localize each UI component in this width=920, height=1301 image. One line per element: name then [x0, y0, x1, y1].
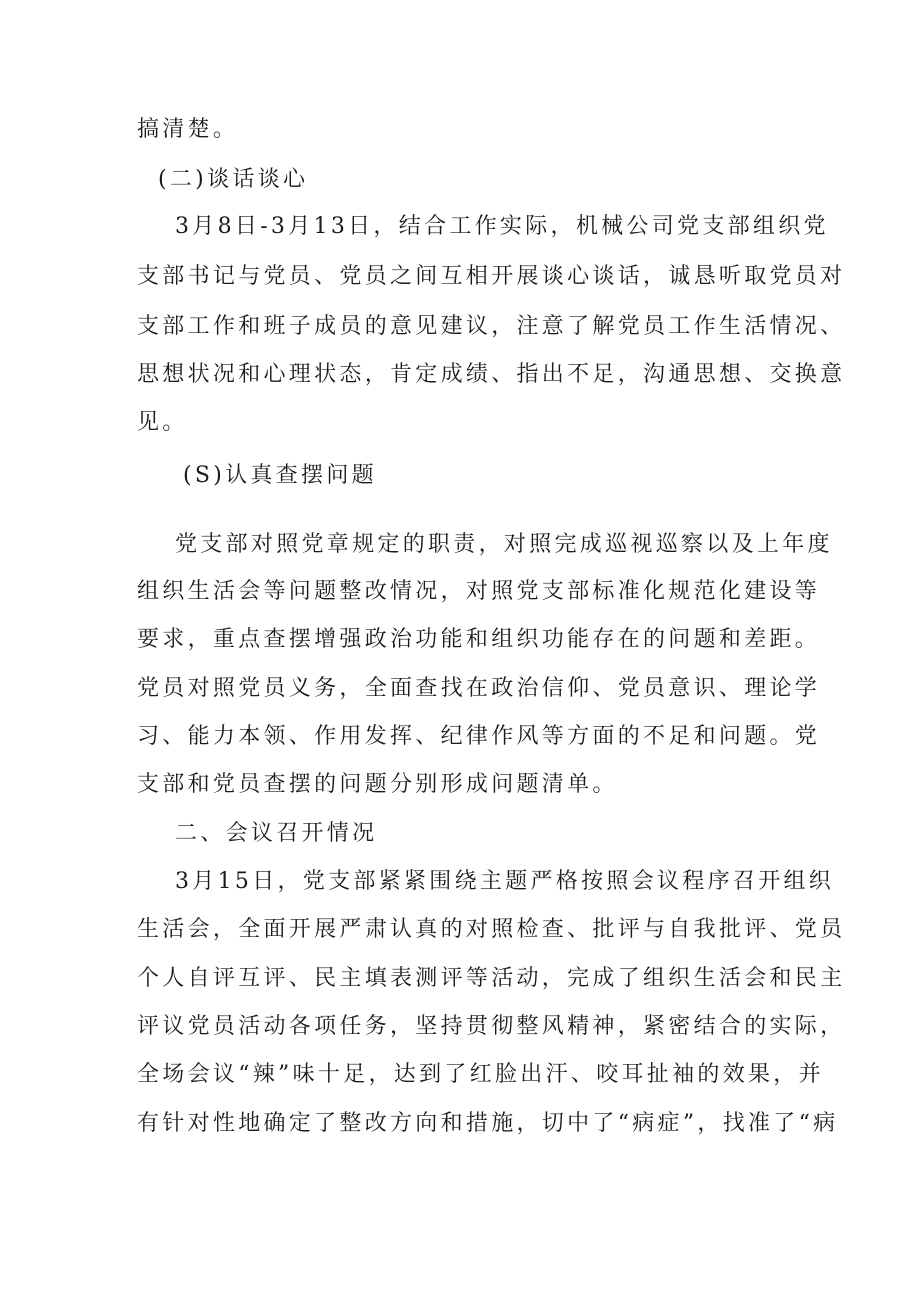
text-line: 生活会，全面开展严肃认真的对照检查、批评与自我批评、党员 [137, 917, 846, 942]
text-line: 支部工作和班子成员的意见建议，注意了解党员工作生活情况、 [137, 314, 846, 339]
text-line: 有针对性地确定了整改方向和措施，切中了“病症”，找准了“病 [137, 1111, 839, 1136]
text-line: 全场会议“辣”味十足，达到了红脸出汗、咬耳扯袖的效果，并 [137, 1062, 824, 1087]
section-heading: 二、会议召开情况 [175, 821, 378, 846]
text-line: 要求，重点查摆增强政治功能和组织功能存在的问题和差距。 [137, 627, 821, 652]
text-line: 搞清楚。 [137, 117, 239, 142]
text-line: 见。 [137, 410, 188, 435]
text-line: 个人自评互评、民主填表测评等活动，完成了组织生活会和民主 [137, 966, 846, 991]
text-line: 3月8日-3月13日，结合工作实际，机械公司党支部组织党 [175, 214, 829, 239]
section-heading: (二)谈话谈心 [158, 167, 309, 192]
text-line: 习、能力本领、作用发挥、纪律作风等方面的不足和问题。党 [137, 724, 821, 749]
text-line: 党员对照党员义务，全面查找在政治信仰、党员意识、理论学 [137, 676, 821, 701]
text-line: 支部书记与党员、党员之间互相开展谈心谈话，诚恳听取党员对 [137, 264, 846, 289]
text-line: 3月15日，党支部紧紧围绕主题严格按照会议程序召开组织 [175, 869, 835, 894]
section-heading: (S)认真查摆问题 [183, 463, 377, 488]
text-line: 党支部对照党章规定的职责，对照完成巡视巡察以及上年度 [175, 532, 833, 557]
text-line: 组织生活会等问题整改情况，对照党支部标准化规范化建设等 [137, 579, 821, 604]
text-line: 思想状况和心理状态，肯定成绩、指出不足，沟通思想、交换意 [137, 362, 846, 387]
text-line: 支部和党员查摆的问题分别形成问题清单。 [137, 772, 618, 797]
text-line: 评议党员活动各项任务，坚持贯彻整风精神，紧密结合的实际， [137, 1014, 846, 1039]
